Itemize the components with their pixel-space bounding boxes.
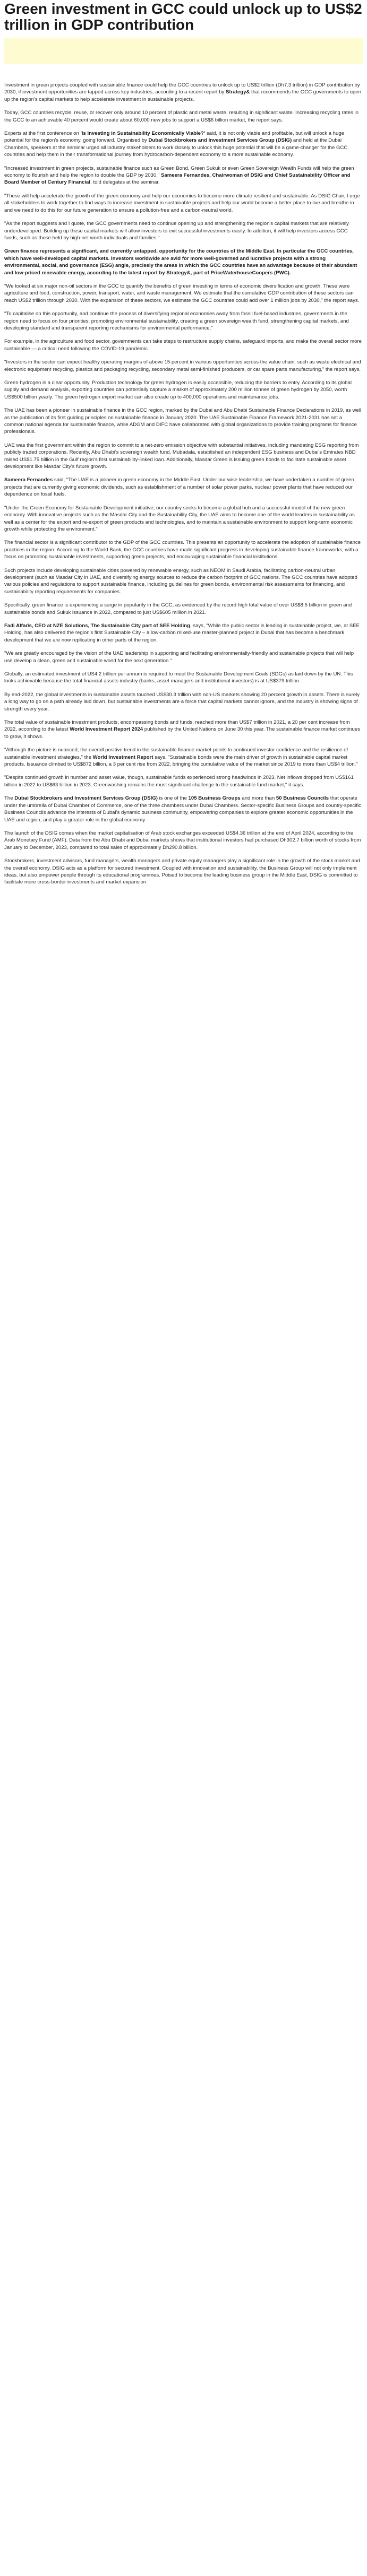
paragraph-text: "Although the picture is nuanced, the overall positive trend in the sustainable finance market points to continued investor confidence and the resilience of sustainable investment strategies," the [4,747,348,760]
paragraph-text: "Despite continued growth in number and asset value, though, sustainable funds experienced strong headwinds in 2023. Net inflows dropped from US$161 billion in 2022 to US$63 billion in 2023. Greenwashing remains the most significant challenge to the sustainable fund market," it says. [4,775,354,788]
article-paragraph [4,505,363,533]
article-paragraph [4,283,363,304]
article-page [0,0,367,886]
paragraph-text: Investment in green projects coupled with sustainable finance could help the GCC countries to unlock up to US$2 trillion (Dh7.3 trillion) in GDP contribution by 2030, if investment opportunities are tapped across key industries, according to a recent report by [4,82,360,96]
paragraph-text: that operate under the umbrella of Dubai Chamber of Commerce, one of the three chambers under Dubai Chambers. Sector-specific Business Groups and country-specific Business Councils advance the interests of Dubai's dynamic business community, empowering companies to explore greater economic opportunities in the UAE and region, and play a greater role in the global economy. [4,795,361,823]
article-paragraph [4,130,363,159]
paragraph-text: "Under the Green Economy for Sustainable Development initiative, our country seeks to become a global hub and a successful model of the new green economy. With innovative projects such as the Masdar City and the Sustainability City, the UAE aims to become one of the world leaders in sustainability as well as a center for the export and re-export of green products and technologies, and to maintain a sustainable environment to support long-term economic growth while protecting the environment." [4,505,355,532]
article-paragraph [4,747,363,768]
article-paragraph [4,109,363,124]
paragraph-text: The UAE has been a pioneer in sustainable finance in the GCC region, marked by the Dubai and Abu Dhabi Sustainable Finance Declarations in 2019, as well as the publication of its first guiding principles on sustainable finance in January 2020. The UAE Sustainable Finance Framework 2021-2031 has set a common national agenda for sustainable finance, while ADGM and DIFC have collaborated with global organizations to provide training programs for finance professionals. [4,407,361,435]
bold-text: World Investment Report 2024 [70,726,143,733]
article-paragraph [4,193,363,214]
paragraph-text: said, "The UAE is a pioneer in green economy in the Middle East. Under our wise leadership, we have undertaken a number of green projects that are currently giving economic dividends, such as establishment of a number of solar power parks, nuclear power plants that have reduced our dependence on fossil fuels. [4,477,354,498]
paragraph-text: "These will help accelerate the growth of the green economy and help our economies to become more climate resilient and sustainable. As DSIG Chair, I urge all stakeholders to work together to find ways to increase investment in sustainable projects and help our world become a better place to live and breathe in and we need to do this for our future generation to ensure a pollution-free and a carbon-neutral world. [4,193,360,213]
paragraph-text: published by the United Nations on June 30 this year. The sustainable finance market continues to grow, it shows. [4,726,360,740]
article-paragraph [4,165,363,186]
article-paragraph [4,774,363,788]
paragraph-text: The total value of sustainable investment products, encompassing bonds and funds, reached more than US$7 trillion in 2021, a 20 per cent increase from 2022, according to the latest [4,719,350,733]
paragraph-text: and more than [240,795,276,802]
article-paragraph [4,310,363,332]
bold-text: 105 Business Groups [188,795,241,802]
paragraph-text: For example, in the agriculture and food sector, governments can take steps to restructure supply chains, safeguard imports, and make the overall sector more sustainable — a critical need following the COVID-19 pandemic. [4,339,362,352]
paragraph-text: "To capitalise on this opportunity, and continue the process of diversifying regional economies away from fossil fuel-based industries, governments in the region need to focus on four priorities: promoting environmental sustainability, creating a green sovereign wealth fund, strengthening capital markets, and developing standard and transparent reporting mechanisms for environmental performance." [4,311,349,331]
article-paragraph [4,857,363,886]
article-paragraph [4,602,363,616]
article-paragraph [4,795,363,823]
paragraph-text: By end-2022, the global investments in sustainable assets touched US$30.3 trillion with non-US markets showing 20 percent growth in assets. There is surely a long way to go on a path already laid down, but sustainable investments are a force that capital markets cannot ignore, and the industry is showing signs of strength every year. [4,691,360,712]
article-paragraph [4,567,363,596]
paragraph-text: The launch of the DSIG comes when the market capitalisation of Arab stock exchanges exceeded US$4.36 trillion at the end of April 2024, according to the Arab Monetary Fund (AMF). Data from the Abu Dhabi and Dubai markets shows that institutional investors had purchased Dh302.7 billion worth of stocks from January to December, 2023, compared to total sales of approximately Dh290.8 billion. [4,830,361,851]
article-paragraph [4,719,363,740]
bold-text: Sameera Fernandes, Chairwoman of DSIG and Chief Sustainability Officer and Board Member of Century Financial [4,172,351,186]
bold-text: Sameera Fernandes [4,477,53,483]
bold-text: Strategy& [226,89,250,96]
paragraph-text: Such projects include developing sustainable cities powered by renewable energy, such as NEOM in Saudi Arabia, facilitating carbon-neutral urban development (such as Masdar City in UAE, and diversifying energy sources to reduce the carbon footprint of GCC nations. The GCC countries have adopted various policies and regulations to support sustainable finance, including guidelines for green bonds, environmental risk assessments for financing, and sustainability reporting requirements for companies. [4,567,357,595]
paragraph-text: "As the report suggests and I quote, the GCC governments need to continue opening up and strengthening the region's capital markets that are relatively underdeveloped. Building up these capital markets will allow investors to exit successful investments easily. In addition, it will help investors access GCC funds, such as those held by high-net worth individuals and families." [4,221,349,241]
paragraph-text: "We looked at six major non-oil sectors in the GCC to quantify the benefits of green investing in terms of economic diversification and growth. These were agriculture and food, construction, power, transport, water, and waste management. We estimate that the cumulative GDP contribution of these sectors can reach US$2 trillion through 2030. With the expansion of these sectors, we estimate the GCC countries could add over 1 million jobs by 2030," the report says. [4,283,360,303]
article-paragraph [4,338,363,352]
paragraph-text: "Increased investment in green projects, sustainable finance such as Green Bond, Green Sukuk or even Green Sovereign Wealth Funds will help the green economy to flourish and help the region to double the GDP by 2030," [4,165,354,179]
paragraph-text: Globally, an estimated investment of US4.2 trillion per annum is required to meet the Sustainable Development Goals (SDGs) as laid down by the UN. This looks achievable because the total financial assets industry (banks, asset managers and institutional investors) is at US$379 trillion. [4,671,353,684]
article-paragraph [4,650,363,664]
ad-banner-placeholder [4,38,363,64]
bold-text: World Investment Report [92,754,153,760]
paragraph-text: Today, GCC countries recycle, reuse, or recover only around 10 percent of plastic and metal waste, resulting in significant waste. Increasing recycling rates in the GCC to an achievable 40 percent would create about 60,000 new jobs to support a US$6 billion market, the report says. [4,110,359,123]
bold-text: Green finance represents a significant, and currently untapped, opportunity for the countries of the Middle East. In particular the GCC countries, which have well-developed capital markets. Investors worldwide are avid for more well-governed and lucrative projects with a strong environmental, social, and governance (ESG) angle, precisely the areas in which the GCC countries have an advantage because of their abundant and low-priced renewable energy, according to the latest report by Strategy&, part of PriceWaterhouseCoopers (PWC). [4,248,357,276]
article-paragraph [4,691,363,713]
paragraph-text: "We are greatly encouraged by the vision of the UAE leadership in supporting and facilitating environmentally-friendly and sustainable projects that will help use develop a clean, green and sustainable world for the next generation." [4,650,354,664]
paragraph-text: UAE was the first government within the region to commit to a net-zero emission objective with substantial initiatives, including mandating ESG reporting from publicly traded corporations. Recently, Abu Dhabi's sovereign wealth fund, Mubadala, established an independent ESG business and Dubai's Emirates NBD raised US$1.75 billion in the Gulf region's first sustainability-linked loan. Additionally, Masdar Green is issuing green bonds to facilitate sustainable asset development like Masdar City's future growth. [4,442,359,470]
article-paragraph [4,622,363,644]
article-paragraph [4,359,363,373]
paragraph-text: Green hydrogen is a clear opportunity. Production technology for green hydrogen is easily accessible, reducing the barriers to entry. According to its global supply and demand analysis, exporting countries can potentially capture a market of approximately 200 million tonnes of green hydrogen by 2050, worth US$500 billion yearly. The green hydrogen export market can also create up to 400,000 operations and maintenance jobs. [4,380,352,400]
article-paragraph [4,379,363,401]
article-paragraph [4,248,363,276]
article-paragraph [4,539,363,560]
paragraph-text: The [4,795,15,802]
article-paragraph [4,476,363,498]
paragraph-text: Experts at the first conference on [4,131,81,137]
bold-text: Dubai Stockbrokers and Investment Services Group (DSIG) [148,137,292,144]
paragraph-text: and held at the Dubai Chambers, speakers at the seminar urged all industry stakeholders to work closely to unlock this huge potential that will be a game-changer for the GCC countries and help them in their transformational journey from hydrocarbon-dependent economy to a more sustainable economy. [4,137,348,158]
paragraph-text: Specifically, green finance is experiencing a surge in popularity in the GCC, as evidenced by the record high total value of over US$8.5 billion in green and sustainable bonds and Sukuk issuance in 2022, compared to just US$605 million in 2021. [4,602,352,615]
article-paragraph [4,671,363,685]
paragraph-text: Stockbrokers, investment advisors, fund managers, wealth managers and private equity managers play a significant role in the growth of the stock market and the overall economy. DSIG acts as a platform for secured investment. Coupled with innovation and sustainability, the Business Group will not only implement ideas, but also empower people through its educational programmes. Poised to become the leading business group in the Middle East, DSIG is committed to facilitate more cross-border investments and market expansion. [4,858,360,886]
paragraph-text: "Investors in the sector can expect healthy operating margins of above 15 percent in various opportunities across the value chain, such as waste electrical and electronic equipment recycling, plastics and packaging recycling, secondary metal semi-finished producers, or car spare parts manufacturing," the report says. [4,359,361,372]
paragraph-text: is one of the [157,795,189,802]
bold-text: 50 Business Councils [276,795,329,802]
article-paragraph [4,830,363,851]
article-paragraph [4,407,363,436]
bold-text: Dubai Stockbrokers and Investment Services Group (DSIG) [14,795,158,802]
bold-text: Fadi Alfaris, CEO at NZE Solutions, The Sustainable City part of SEE Holding [4,622,190,629]
article-paragraph [4,442,363,471]
article-body [0,82,367,886]
paragraph-text: , told delegates at the seminar. [90,179,160,186]
article-paragraph [4,82,363,103]
article-title: Green investment in GCC could unlock up to US$2 trillion in GDP contribution [4,1,362,33]
paragraph-text: says. "Sustainable bonds were the main driver of growth in sustainable capital market products. Issuance climbed to US$872 billion, a 3 per cent rise from 2022, bringing the cumulative value of the market since 2019 to more than US$4 trillion." [4,754,358,768]
paragraph-text: The financial sector is a significant contributor to the GDP of the GCC countries. This presents an opportunity to accelerate the adoption of sustainable finance practices in the region. According to the World Bank, the GCC countries have made significant progress in developing sustainable finance frameworks, with a focus on promoting sustainable investments, supporting green projects, and encouraging sustainable financial institutions. [4,540,361,560]
paragraph-text: , says, "While the public sector is leading in sustainable project, we, at SEE Holding, has also delivered the region's first Sustainable City – a low-carbon mixed-use master-planned project in Dubai that has become a benchmark development that we are now replicating in other parts of the region. [4,622,360,643]
paragraph-text: that recommends the GCC governments to open up the region's capital markets to help accelerate investment in sustainable projects. [4,89,361,102]
paragraph-text: said, it is not only viable and profitable, but will unlock a huge potential for the region's economy, going forward. Organised by [4,131,345,144]
article-paragraph [4,220,363,241]
bold-text: 'Is Investing in Sustainability Economically Viable?' [80,131,206,137]
